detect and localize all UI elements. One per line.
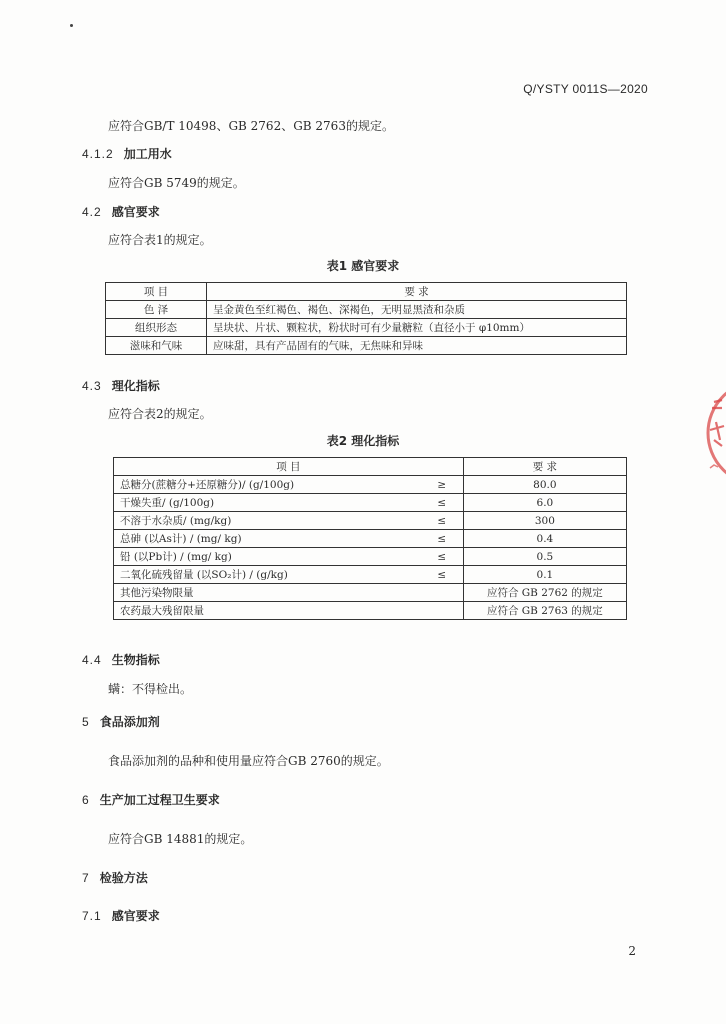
cell-requirement: 6.0 [463, 494, 626, 512]
table-row [114, 476, 627, 494]
cell-item: 组织形态 [106, 319, 207, 337]
section-4-4-heading [82, 651, 160, 668]
table-row [114, 602, 627, 620]
table-row [114, 584, 627, 602]
seal-stamp-icon [700, 378, 726, 488]
table-row [114, 530, 627, 548]
column-header-requirement: 要 求 [207, 283, 627, 301]
page-number: 2 [628, 944, 636, 958]
cell-requirement: 80.0 [463, 476, 626, 494]
section-4-1-2-heading [82, 145, 172, 162]
cell-requirement: 应符合 GB 2763 的规定 [463, 602, 626, 620]
section-6-text: 应符合GB 14881的规定。 [108, 832, 253, 846]
section-title: 感官要求 [111, 205, 160, 219]
section-number: 7 [82, 871, 90, 885]
table-row [114, 566, 627, 584]
cell-item: 二氧化硫残留量 (以SO₂计) / (g/kg) [114, 566, 421, 584]
physicochemical-table [113, 457, 627, 620]
cell-operator: ≤ [421, 530, 464, 548]
cell-requirement: 呈块状、片状、颗粒状，粉状时可有少量糖粒（直径小于 φ10mm） [207, 319, 627, 337]
section-title: 生物指标 [111, 653, 160, 667]
section-4-3-text: 应符合表2的规定。 [108, 407, 212, 421]
section-5-heading [82, 713, 160, 730]
section-title: 理化指标 [111, 379, 160, 393]
raw-materials-text: 应符合GB/T 10498、GB 2762、GB 2763的规定。 [108, 119, 394, 133]
cell-item: 滋味和气味 [106, 337, 207, 355]
cell-operator: ≥ [421, 476, 464, 494]
table-header-row [106, 283, 627, 301]
table-row [114, 512, 627, 530]
table1-caption: 表1 感官要求 [326, 259, 400, 273]
table-row [114, 548, 627, 566]
section-4-4-text: 螨：不得检出。 [108, 682, 193, 696]
cell-operator [421, 602, 464, 620]
section-6-heading [82, 791, 220, 808]
cell-operator: ≤ [421, 566, 464, 584]
section-7-heading [82, 869, 148, 886]
table-header-row [114, 458, 627, 476]
section-number: 6 [82, 793, 90, 807]
seal-stamp-fragment [700, 378, 726, 488]
section-4-2-heading [82, 203, 160, 220]
section-5-text: 食品添加剂的品种和使用量应符合GB 2760的规定。 [108, 754, 389, 768]
document-code: Q/YSTY 0011S—2020 [523, 82, 648, 96]
section-number: 4.4 [82, 653, 102, 667]
cell-item: 色 泽 [106, 301, 207, 319]
cell-operator: ≤ [421, 548, 464, 566]
cell-operator [421, 584, 464, 602]
table-row [106, 337, 627, 355]
cell-requirement: 300 [463, 512, 626, 530]
table-row [106, 301, 627, 319]
column-header-item: 项 目 [114, 458, 464, 476]
section-number: 5 [82, 715, 90, 729]
cell-requirement: 0.1 [463, 566, 626, 584]
sensory-table [105, 282, 627, 355]
cell-item: 总糖分(蔗糖分+还原糖分)/ (g/100g) [114, 476, 421, 494]
section-title: 生产加工过程卫生要求 [99, 793, 220, 807]
scan-speck [70, 24, 73, 27]
column-header-requirement: 要 求 [463, 458, 626, 476]
cell-requirement: 0.4 [463, 530, 626, 548]
section-title: 食品添加剂 [99, 715, 160, 729]
table-row [106, 319, 627, 337]
cell-item: 农药最大残留限量 [114, 602, 421, 620]
cell-requirement: 应符合 GB 2762 的规定 [463, 584, 626, 602]
cell-requirement: 呈金黄色至红褐色、褐色、深褐色，无明显黑渣和杂质 [207, 301, 627, 319]
section-number: 7.1 [82, 909, 102, 923]
cell-operator: ≤ [421, 494, 464, 512]
section-number: 4.3 [82, 379, 102, 393]
cell-requirement: 0.5 [463, 548, 626, 566]
section-7-1-heading [82, 907, 160, 924]
cell-item: 干燥失重/ (g/100g) [114, 494, 421, 512]
section-4-1-2-text: 应符合GB 5749的规定。 [108, 176, 245, 190]
cell-requirement: 应味甜，具有产品固有的气味，无焦味和异味 [207, 337, 627, 355]
section-title: 感官要求 [111, 909, 160, 923]
section-title: 检验方法 [99, 871, 148, 885]
column-header-item: 项 目 [106, 283, 207, 301]
section-number: 4.1.2 [82, 147, 114, 161]
cell-item: 铅 (以Pb计) / (mg/ kg) [114, 548, 421, 566]
cell-item: 其他污染物限量 [114, 584, 421, 602]
section-title: 加工用水 [123, 147, 172, 161]
table2-caption: 表2 理化指标 [326, 434, 400, 448]
section-number: 4.2 [82, 205, 102, 219]
table-row [114, 494, 627, 512]
section-4-2-text: 应符合表1的规定。 [108, 233, 212, 247]
cell-operator: ≤ [421, 512, 464, 530]
cell-item: 总砷 (以As计) / (mg/ kg) [114, 530, 421, 548]
section-4-3-heading [82, 377, 160, 394]
cell-item: 不溶于水杂质/ (mg/kg) [114, 512, 421, 530]
